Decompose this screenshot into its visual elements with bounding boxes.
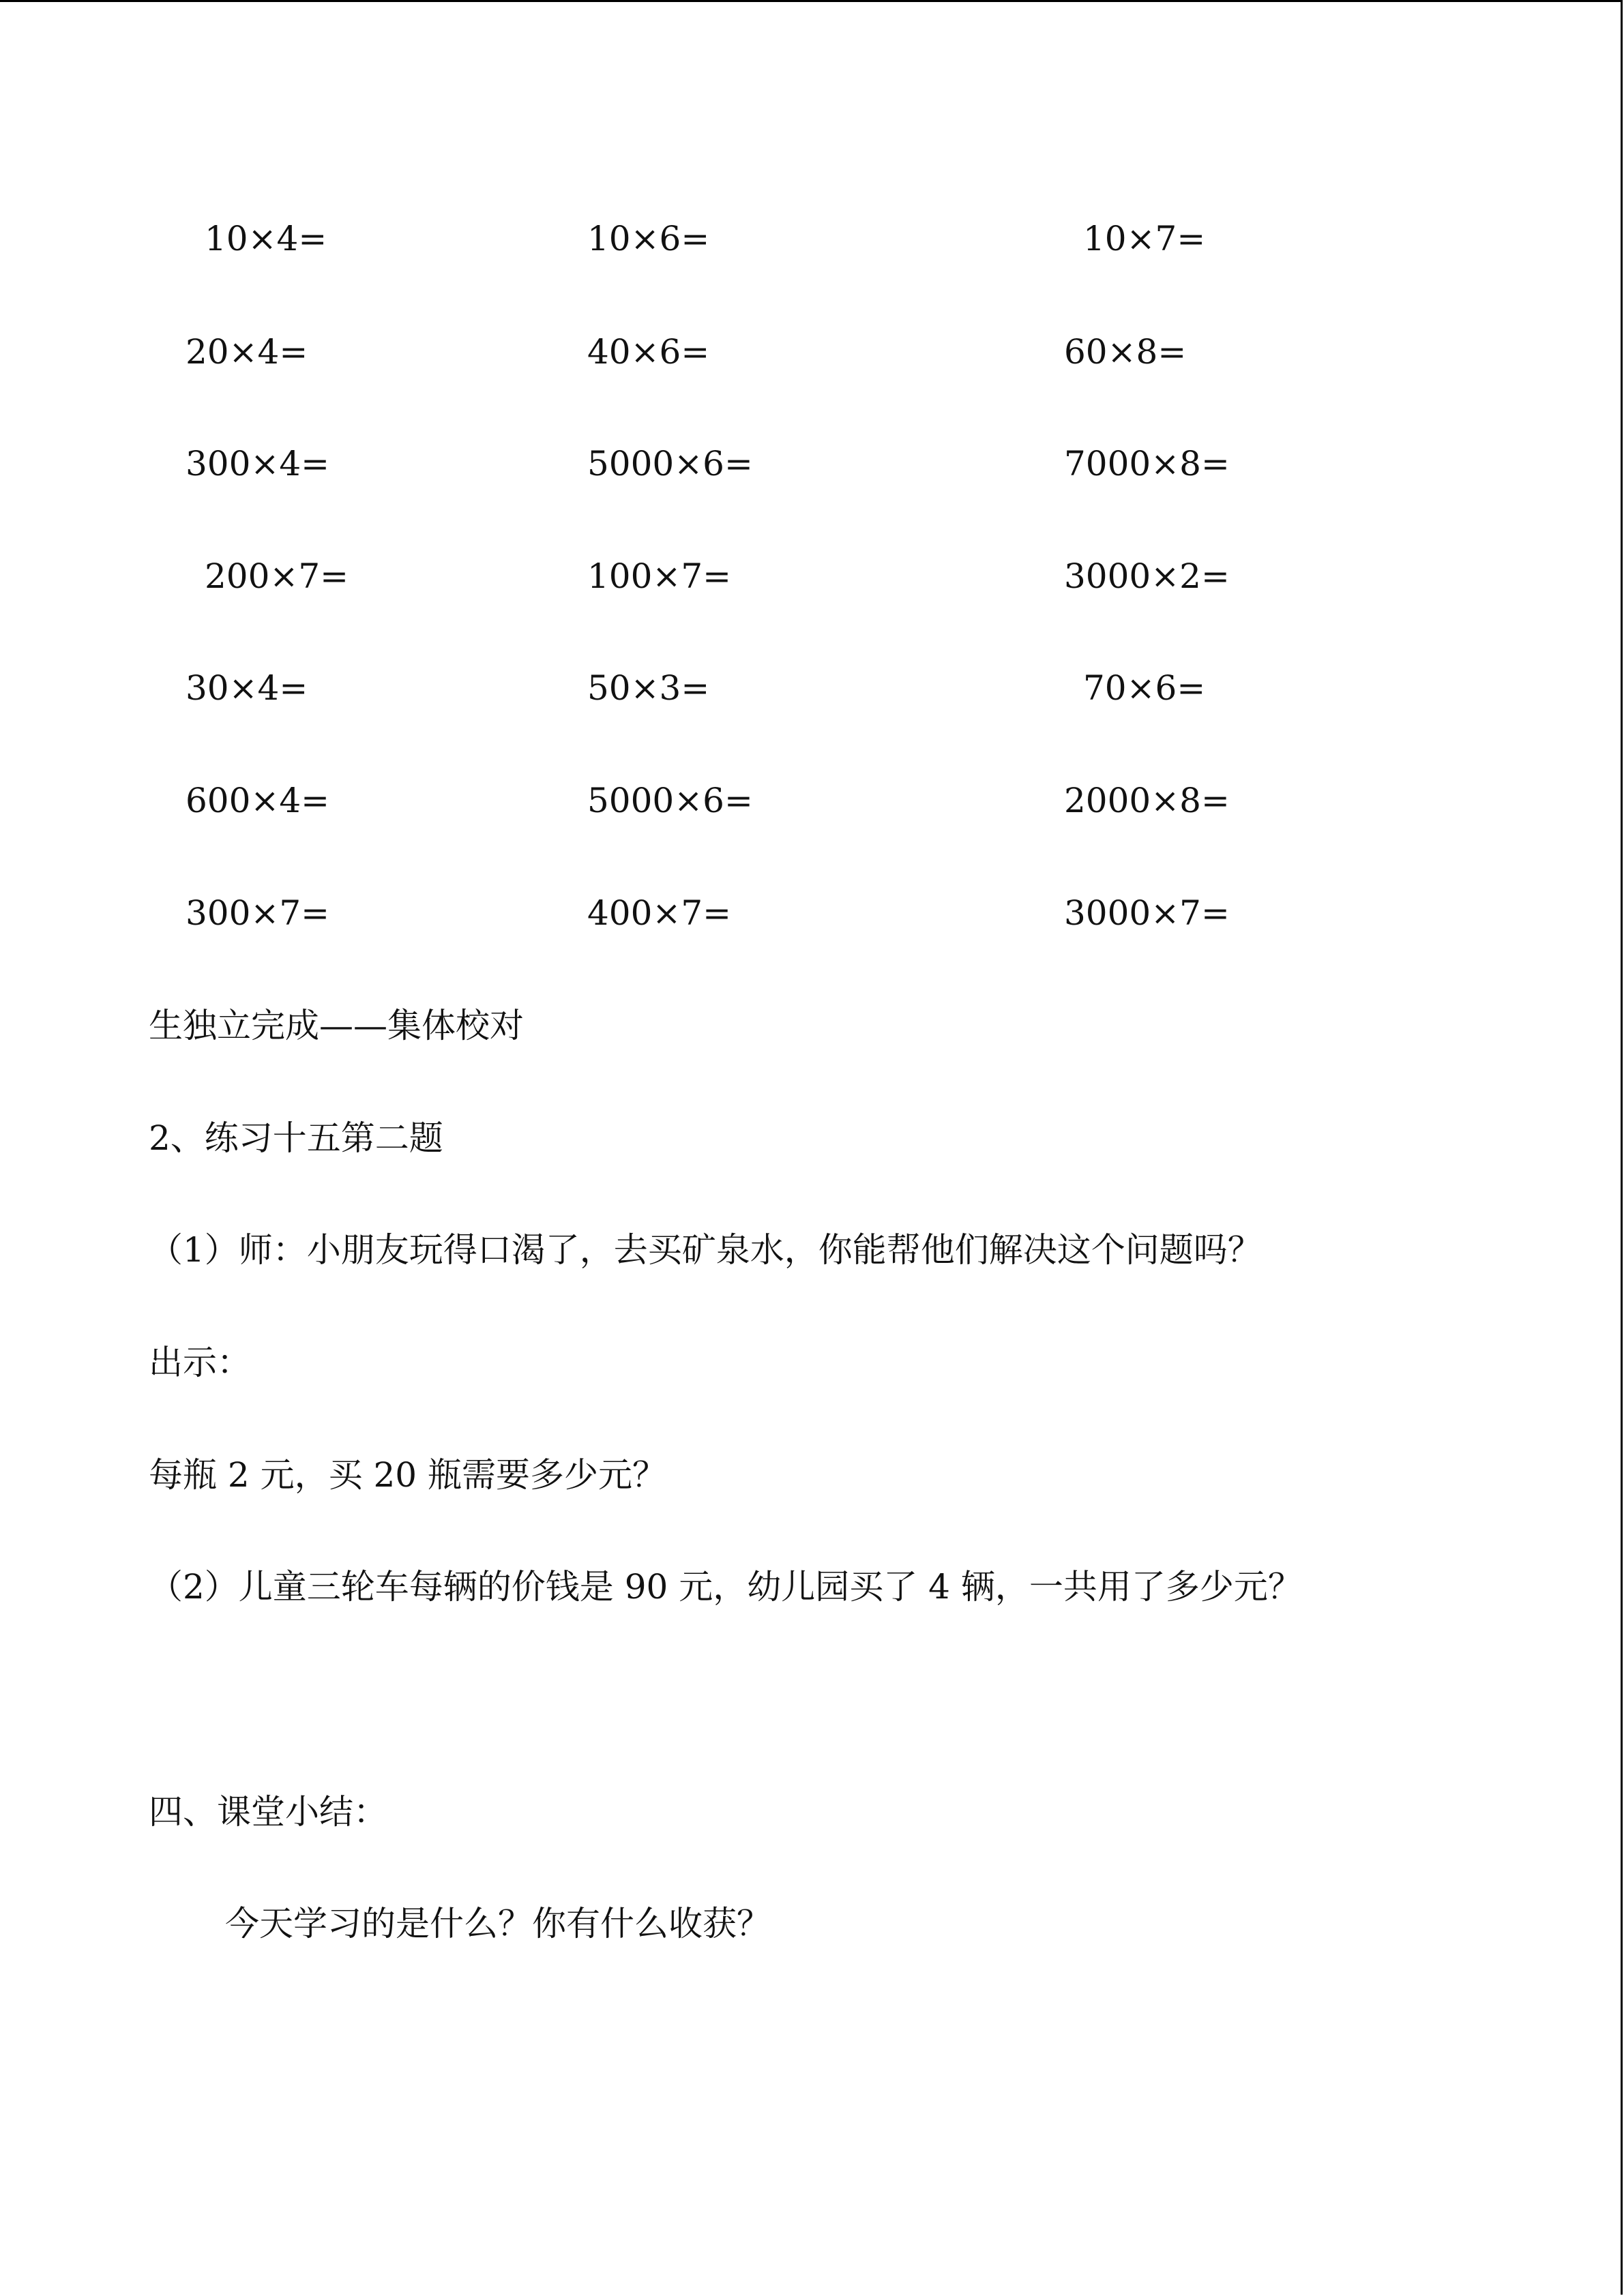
exercise-r6-c3: 2000×8= <box>1064 781 1230 820</box>
problem-1: 每瓶 2 元，买 20 瓶需要多少元？ <box>149 1455 667 1495</box>
exercise-r1-c3: 10×7= <box>1083 219 1206 258</box>
summary-heading: 四、课堂小结： <box>149 1792 387 1832</box>
exercise-r6-c2: 5000×6= <box>587 781 753 820</box>
show-label: 出示： <box>149 1343 251 1382</box>
exercise-r5-c2: 50×3= <box>587 668 710 708</box>
question-2: （2）儿童三轮车每辆的价钱是 90 元，幼儿园买了 4 辆，一共用了多少元？ <box>149 1567 1302 1607</box>
exercise-r2-c2: 40×6= <box>587 332 710 372</box>
summary-question: 今天学习的是什么？你有什么收获？ <box>225 1904 771 1943</box>
exercise-r3-c1: 300×4= <box>186 444 330 483</box>
exercise-r1-c1: 10×4= <box>205 219 327 258</box>
exercise-r4-c3: 3000×2= <box>1064 556 1230 596</box>
exercise-r3-c2: 5000×6= <box>587 444 753 483</box>
question-1: （1）师：小朋友玩得口渴了，去买矿泉水，你能帮他们解决这个问题吗？ <box>149 1230 1262 1270</box>
exercise-r6-c1: 600×4= <box>186 781 330 820</box>
exercise-r7-c2: 400×7= <box>587 893 732 933</box>
exercise-r2-c1: 20×4= <box>186 332 308 372</box>
exercise-r7-c1: 300×7= <box>186 893 330 933</box>
exercise-r7-c3: 3000×7= <box>1064 893 1230 933</box>
exercise-r3-c3: 7000×8= <box>1064 444 1230 483</box>
practice-heading: 2、练习十五第二题 <box>149 1118 443 1158</box>
exercise-r5-c3: 70×6= <box>1083 668 1206 708</box>
exercise-r2-c3: 60×8= <box>1064 332 1187 372</box>
exercise-r1-c2: 10×6= <box>587 219 710 258</box>
check-note: 生独立完成——集体校对 <box>149 1006 524 1045</box>
exercise-r4-c2: 100×7= <box>587 556 732 596</box>
exercise-r4-c1: 200×7= <box>205 556 349 596</box>
exercise-r5-c1: 30×4= <box>186 668 308 708</box>
